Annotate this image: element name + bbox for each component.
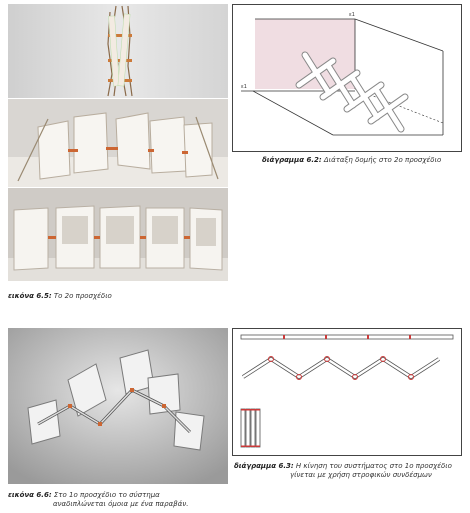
photo-caption-6-5 [8, 292, 112, 301]
caption-line1: Η κίνηση του συστήματος στο 1ο προσχέδιο [295, 462, 452, 470]
photo-hanging-model [8, 4, 228, 98]
caption-label: εικόνα 6.5: [8, 292, 52, 300]
caption-text: Το 2ο προσχέδιο [53, 292, 112, 300]
diagram-system-motion [232, 328, 462, 456]
photo-folding-model [8, 99, 228, 187]
diagram-caption-6-3-line2: γίνεται με χρήση στροφικών συνδέσμων [290, 471, 432, 479]
photo-frames-model [8, 188, 228, 281]
caption-label: εικόνα 6.6: [8, 491, 52, 499]
label-e1-top: ε1 [349, 12, 355, 18]
caption-line1: Στο 1ο προσχέδιο το σύστημα [53, 491, 160, 499]
diagram-structure-layout [232, 4, 462, 152]
label-e1-left: ε1 [241, 84, 247, 90]
diagram-caption-6-2 [262, 156, 441, 165]
photo-screen-model [8, 328, 228, 484]
photo-caption-6-6 [8, 491, 160, 500]
caption-label: διάγραμμα 6.3: [234, 462, 294, 470]
caption-text: Διάταξη δομής στο 2ο προσχέδιο [323, 156, 442, 164]
diagram-caption-6-3 [234, 462, 452, 471]
photo-caption-6-6-line2: αναδιπλώνεται όμοια με ένα παραβάν. [53, 500, 189, 508]
caption-label: διάγραμμα 6.2: [262, 156, 322, 164]
